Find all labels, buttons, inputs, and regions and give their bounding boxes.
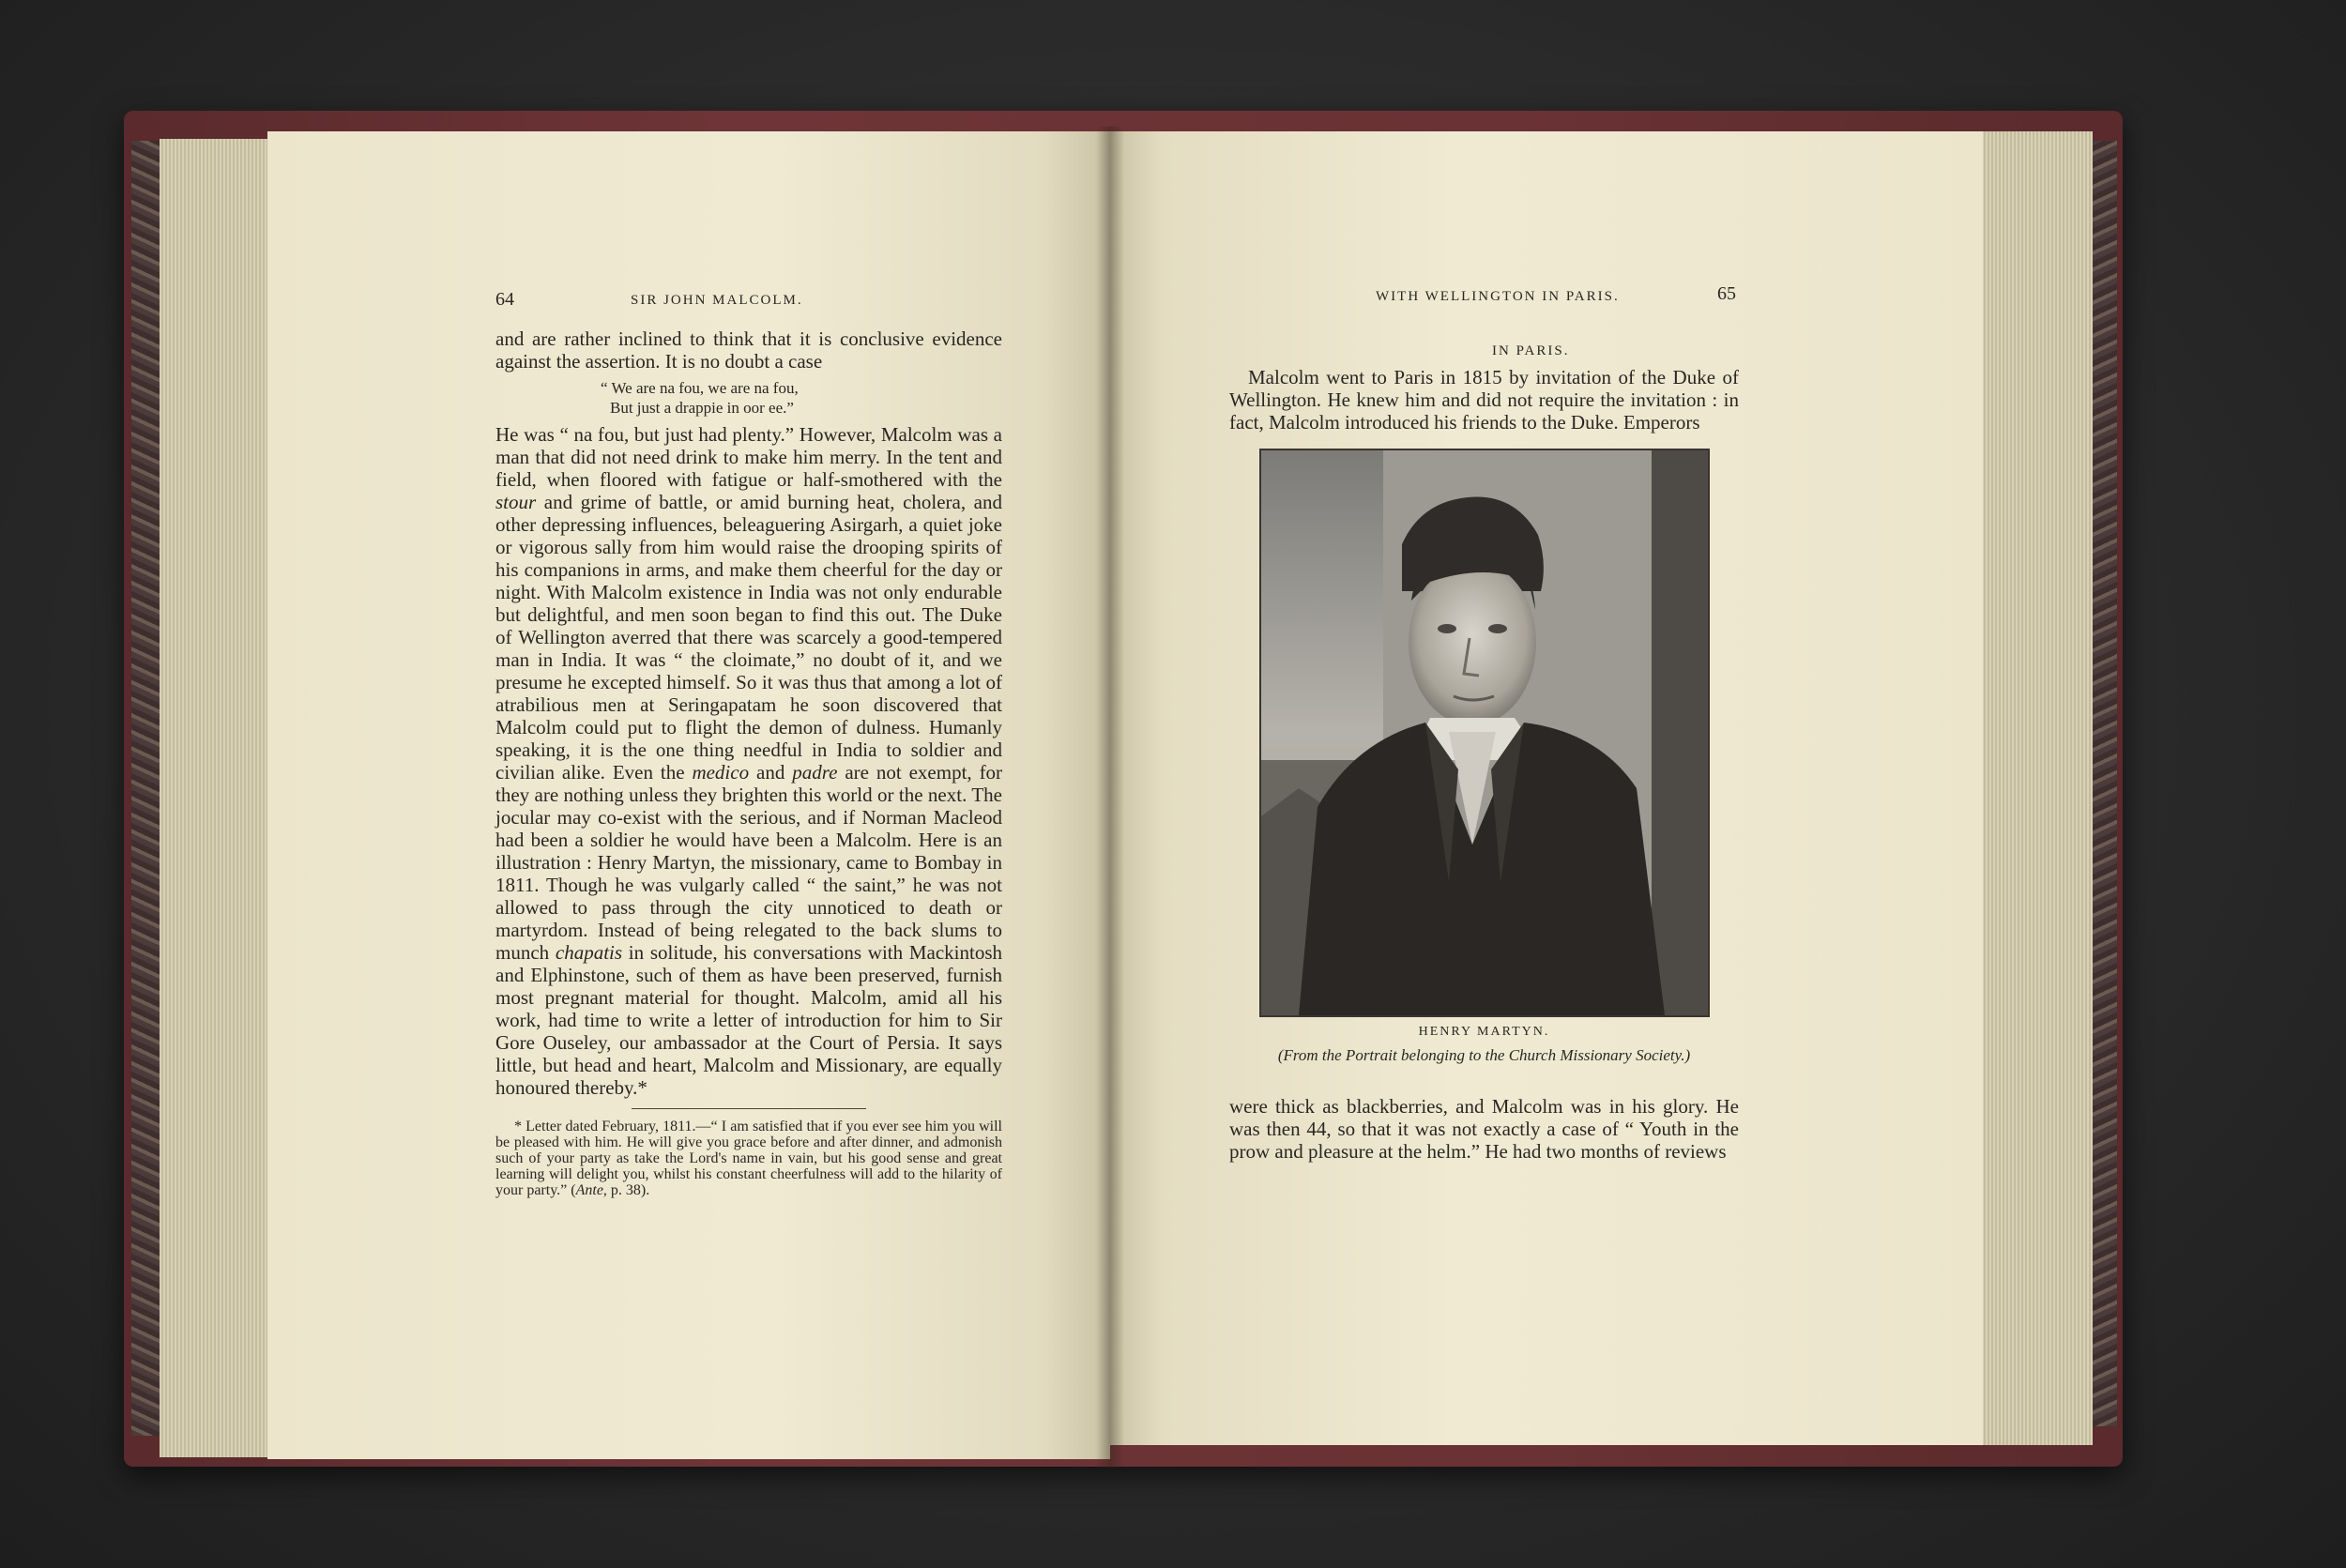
footnote	[495, 1119, 1002, 1198]
para-after-padre: are not exempt, for they are nothing unless they brighten this world or the next. The jocular may co-exist with the serious, and if Norman Macleod had been a soldier he would have been a Malcolm. Here is an illustration : Henry Martyn, the missionary, came to Bombay in 1811. Though he was vulgarly called “ the saint,” he was not allowed to pass through the city unnoticed to death or martyrdom. Instead of being relegated to the back slums to munch	[495, 761, 1003, 964]
page-edges-left	[160, 139, 272, 1457]
portrait-image	[1261, 450, 1708, 1015]
footnote-ante: Ante	[575, 1182, 603, 1198]
word-and: and	[756, 761, 785, 784]
para-bottom: were thick as blackberries, and Malcolm was in his glory. He was then 44, so that it was not exactly a case of “ Youth in the prow and pleasure at the helm.” He had two months of reviews	[1229, 1095, 1739, 1163]
quote-line-2: But just a drappie in oor ee.”	[610, 399, 794, 417]
italic-medico: medico	[692, 761, 750, 784]
right-page-body-top	[1229, 366, 1739, 434]
portrait-caption-name: HENRY MARTYN.	[1418, 1025, 1550, 1039]
right-page-number: 65	[1717, 283, 1736, 304]
right-page-body-bottom	[1229, 1095, 1739, 1163]
left-running-head: SIR JOHN MALCOLM.	[631, 293, 803, 308]
main-paragraph	[495, 423, 1002, 1099]
footnote-main: * Letter dated February, 1811.—“ I am satisfied that if you ever see him you will be pleased with him. He will give you grace before and after dinner, and admonish such of your party as take the Lord's name in vain, but his good sense and great learning will delight you, whilst his constant cheerfulness will add to the hilarity of your party.” (	[495, 1119, 1002, 1198]
left-page-body	[495, 327, 1002, 1198]
section-heading: IN PARIS.	[1492, 343, 1570, 358]
italic-stour: stour	[495, 491, 537, 513]
opening-paragraph: and are rather inclined to think that it is conclusive evidence against the assertion. It is no doubt a case	[495, 327, 1002, 373]
para-end: in solitude, his conversations with Mackintosh and Elphinstone, such of them as have been preserved, furnish most pregnant material for thought. Malcolm, amid all his work, had time to write a letter of introduction for him to Sir Gore Ouseley, our ambassador at the Court of Persia. It says little, but head and heart, Malcolm and Missionary, are equally honoured thereby.*	[495, 941, 1003, 1099]
quote-line-1: “ We are na fou, we are na fou,	[601, 379, 799, 397]
book-gutter	[1096, 127, 1124, 1469]
left-page-number: 64	[495, 289, 514, 310]
verse-quote	[601, 378, 1002, 418]
portrait-caption-source: (From the Portrait belonging to the Church Missionary Society.)	[1277, 1046, 1691, 1064]
portrait-henry-martyn	[1259, 449, 1710, 1017]
para-top: Malcolm went to Paris in 1815 by invitation of the Duke of Wellington. He knew him and did not require the invitation : in fact, Malcolm introduced his friends to the Duke. Emperors	[1229, 366, 1739, 434]
para-after-stour: and grime of battle, or amid burning heat, cholera, and other depressing influences, beleaguering Asirgarh, a quiet joke or vigorous sally from him would raise the drooping spirits of his companions in arms, and make them cheerful for the day or night. With Malcolm existence in India was not only endurable but delightful, and men soon began to find this out. The Duke of Wellington averred that there was scarcely a good-tempered man in India. It was “ the cloimate,” no doubt of it, and we presume he excepted himself. So it was thus that among a lot of atrabilious men at Seringapatam he soon discovered that Malcolm could put to flight the demon of dulness. Humanly speaking, it is the one thing needful in India to soldier and civilian alike. Even the	[495, 491, 1003, 784]
italic-chapatis: chapatis	[555, 941, 623, 964]
para-before-stour: He was “ na fou, but just had plenty.” However, Malcolm was a man that did not need drink to make him merry. In the tent and field, when floored with fatigue or half-smothered with the	[495, 423, 1002, 491]
page-edges-right	[1980, 131, 2093, 1445]
footnote-end: , p. 38).	[602, 1182, 650, 1198]
right-running-head: WITH WELLINGTON IN PARIS.	[1376, 289, 1620, 304]
footnote-rule	[632, 1108, 866, 1109]
italic-padre: padre	[792, 761, 838, 784]
